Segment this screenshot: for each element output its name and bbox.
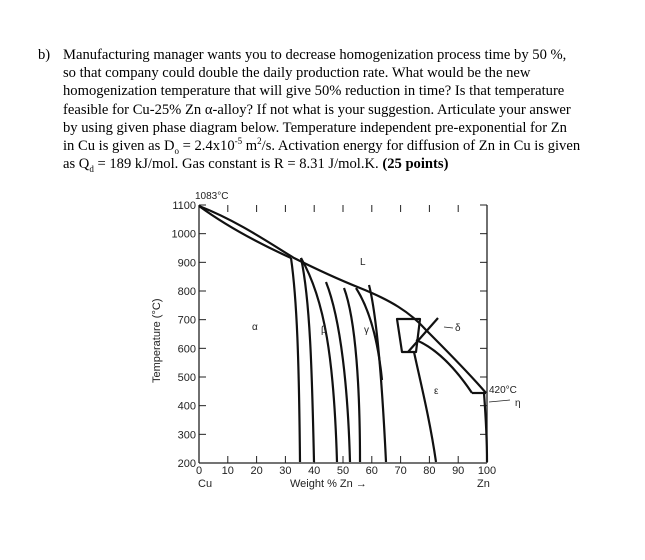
text-fragment: in Cu is given as D [63,138,175,155]
phase-label-epsilon: ε [434,386,439,397]
gamma-right-boundary [369,285,386,462]
subscript: d [89,164,94,175]
y-tick-label: 700 [177,314,196,327]
phase-boundaries [199,206,487,462]
y-tick-label: 1100 [172,200,196,212]
y-tick-label: 400 [177,400,196,413]
x-tick-labels [196,465,496,477]
delta-leader-line [444,327,453,328]
question-line: Manufacturing manager wants you to decrease homogenization process time by 50 %, [63,47,567,63]
alpha-boundary [291,258,300,462]
epsilon-left-boundary [414,352,436,462]
text-fragment: /s. Activation energy for diffusion of Zn in Cu is given [261,138,581,155]
superscript: -5 [234,136,243,147]
delta-region [397,319,420,352]
text-fragment: m [242,138,258,155]
y-tick-label: 500 [177,372,196,384]
left-element-label: Cu [198,478,213,490]
text-fragment: as Q [63,156,90,173]
phase-label-beta: β [321,325,327,336]
question-line: by using given phase diagram below. Temperature independent pre-exponential for Zn [63,119,567,136]
x-tick-label: 40 [308,465,321,477]
y-tick-labels [172,200,196,470]
right-element-label: Zn [477,478,490,490]
plot-frame [199,205,487,463]
y-tick-label: 600 [177,343,196,356]
question-label: b) [38,47,51,63]
phase-label-alpha: α [252,322,258,333]
gamma-left-boundary [344,288,360,462]
text-fragment: = 189 kJ/mol. Gas constant is R = 8.31 J/mol.K. [93,156,383,173]
x-tick-label: 30 [279,465,292,477]
beta-prime-boundary [326,282,350,462]
y-tick-label: 300 [177,429,196,442]
phase-label-eta: η [515,398,521,409]
x-tick-label: 50 [336,465,350,477]
x-tick-label: 10 [221,465,234,477]
gamma-outer-boundary [356,288,382,380]
x-tick-label: 100 [477,465,497,477]
y-tick-label: 900 [177,257,196,270]
x-axis-label: Weight % Zn → [290,478,367,490]
x-tick-label: 0 [195,465,203,477]
superscript: 2 [257,136,262,147]
question-line: homogenization temperature that will give 50% reduction in time? Is that temperature [63,83,565,100]
y-tick-label: 1000 [171,228,196,241]
solidus-alpha [199,206,291,258]
y-axis-label: Temperature (°C) [151,298,163,383]
x-tick-label: 20 [250,465,263,477]
phase-label-liquid: L [360,257,366,268]
subscript: o [174,145,179,156]
y-tick-label: 200 [177,458,196,470]
question-line: so that company could double the daily production rate. What would be the new [63,65,531,82]
x-tick-group [199,456,487,463]
top-tick-group [199,205,487,212]
points-label: (25 points) [382,156,449,173]
beta-left-boundary [301,258,314,462]
y-tick-label: 800 [177,286,196,298]
eta-leader-line [489,400,510,402]
delta-line [408,318,438,352]
x-tick-label: 70 [394,465,407,477]
x-tick-label: 60 [365,465,378,477]
cu-melting-label: 1083°C [195,191,229,202]
phase-label-delta: δ [455,323,461,334]
x-tick-label: 80 [423,465,436,477]
phase-label-gamma: γ [364,325,369,336]
y-tick-group [199,205,206,463]
x-tick-label: 90 [452,465,465,477]
text-fragment: = 2.4x10 [178,138,235,155]
question-line: feasible for Cu-25% Zn α-alloy? If not what is your suggestion. Articulate your answer [63,101,571,118]
zn-melting-label: 420°C [489,385,517,396]
